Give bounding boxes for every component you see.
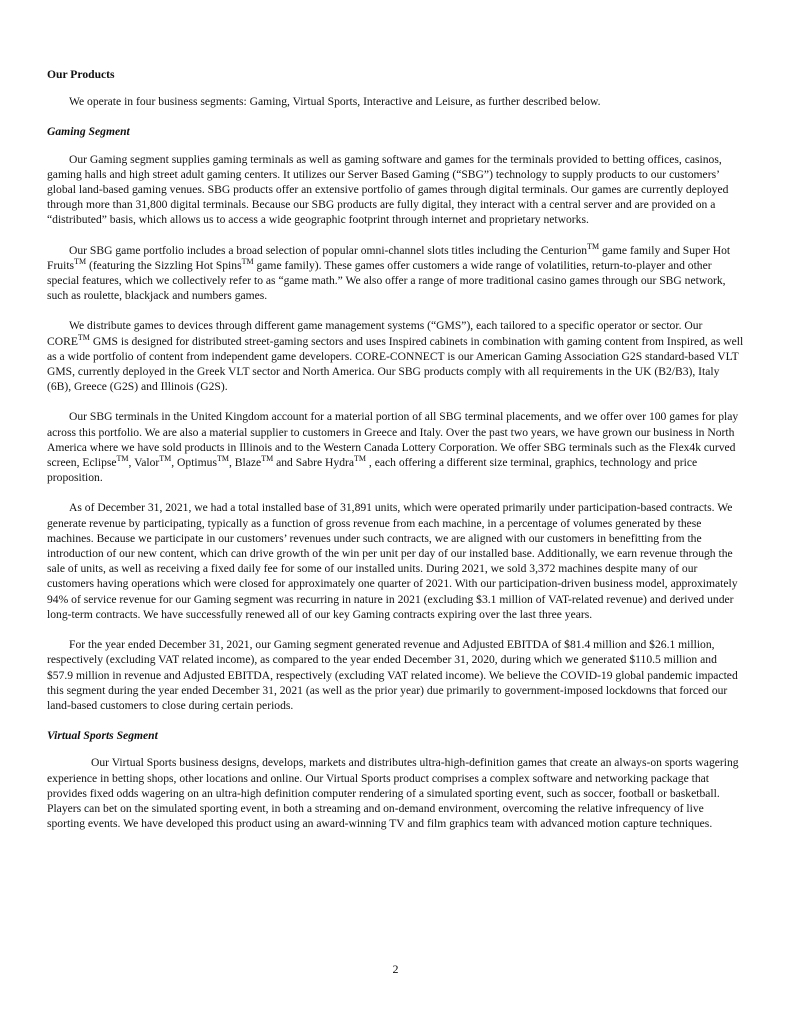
trademark-mark: TM [354, 454, 366, 464]
text-run: Our SBG terminals in the United Kingdom account for a material portion of all SBG terminal placements, and we offer over 100 games for play across this portfolio. We are also a material supplier to customers in Greece and Italy. Over the past two years, we have grown our business in North America where we have sold products in Illinois and to the Western Canada Lottery Corporation. We offer SBG terminals such as the Flex4k curved screen, Eclipse [47, 410, 739, 470]
gaming-paragraph-1: Our Gaming segment supplies gaming terminals as well as gaming software and games for the terminals provided to betting offices, casinos, gaming halls and high street adult gaming centers. It utilizes our Server Based Gaming (“SBG”) technology to supply products to our customers’ global land-based gaming venues. SBG products offer an extensive portfolio of games through digital terminals. Our games are currently deployed through more than 31,800 digital terminals. Because our SBG products are fully digital, they interact with a central server and are provided on a “distributed” basis, which allows us to access a wide geographic footprint through internet and proprietary networks. [47, 152, 729, 227]
trademark-mark: TM [587, 241, 600, 251]
text-run: We distribute games to devices through different game management systems (“GMS”), each tailored to a specific operator or sector. Our CORE [47, 319, 703, 348]
virtual-sports-paragraph-1: Our Virtual Sports business designs, develops, markets and distributes ultra-high-definition games that create an always-on sports wagering experience in betting shops, other locations and online. Our Virtual Sports product comprises a complex software and networking package that provides fixed odds wagering on an ultra-high definition computer rendering of a simulated sporting event, such as soccer, football or basketball. Players can bet on the simulated sporting event, in both a streaming and on-demand environment, overcoming the relative infrequency of live sporting events. We have developed this product using an award-winning TV and film graphics team with advanced motion capture techniques. [47, 756, 739, 831]
gaming-paragraph-3 [47, 318, 744, 394]
document-page [47, 67, 744, 846]
text-run: , each offering a different size terminal, graphics, technology and price proposition. [47, 456, 698, 485]
text-run: , Blaze [228, 456, 262, 470]
text-run: and Sabre Hydra [273, 456, 354, 470]
section-heading: Our Products [47, 68, 115, 81]
trademark-mark: TM [159, 454, 172, 464]
gaming-segment-heading: Gaming Segment [47, 125, 130, 139]
trademark-mark: TM [77, 332, 90, 342]
text-run: , Valor [128, 456, 160, 470]
text-run: Our SBG game portfolio includes a broad selection of popular omni-channel slots titles including the Centurion [69, 243, 588, 257]
intro-paragraph: We operate in four business segments: Gaming, Virtual Sports, Interactive and Leisure, as further described below. [69, 95, 601, 109]
gaming-paragraph-2 [47, 243, 744, 304]
gaming-paragraph-4 [47, 409, 744, 485]
trademark-mark: TM [116, 454, 129, 464]
page-number: 2 [392, 962, 399, 976]
gaming-paragraph-6: For the year ended December 31, 2021, our Gaming segment generated revenue and Adjusted EBITDA of $81.4 million and $26.1 million, respectively (excluding VAT related income), as compared to the year ended December 31, 2020, during which we generated $110.5 million and $57.9 million in revenue and Adjusted EBITDA, respectively (excluding VAT related income). We believe the COVID-19 global pandemic impacted this segment during the year ended December 31, 2021 (as well as the prior year) due primarily to government-imposed lockdowns that forced our land-based customers to close during certain periods. [47, 638, 738, 712]
text-run: game family). These games offer customers a wide range of volatilities, return-to-player and other special features, which we collectively refer to as “game math.” We also offer a range of more traditional casino games through our SBG network, such as roulette, blackjack and numbers games. [47, 258, 726, 303]
text-run: game family and Super Hot Fruits [47, 243, 731, 272]
text-run: (featuring the Sizzling Hot Spins [86, 258, 242, 272]
text-run: , Optimus [171, 456, 217, 470]
text-run: GMS is designed for distributed street-gaming sectors and uses Inspired cabinets in combination with gaming content from Inspired, as well as a wide portfolio of content from independent game developers. CORE-CONNECT is our American Gaming Association G2S standard-based VLT GMS, currently deployed in the Greek VLT sector and North America. Our SBG products comply with all requirements in the UK (B2/B3), Italy (6B), Greece (G2S) and Illinois (G2S). [47, 334, 744, 394]
trademark-mark: TM [241, 256, 254, 266]
gaming-paragraph-5: As of December 31, 2021, we had a total installed base of 31,891 units, which were operated primarily under participation-based contracts. We generate revenue by participating, typically as a function of gross revenue from each machine, in a percentage of volumes generated by these machines. Because we participate in our customers’ revenues under such contracts, we are aligned with our customers in benefitting from the introduction of our new content, which can drive growth of the win per unit per day of our installed base. Additionally, we earn revenue through the sale of units, as well as receiving a fixed daily fee for some of our installed units. During 2021, we sold 3,372 machines despite many of our customers having operations which were closed for approximately one quarter of 2021. With our participation-driven business model, approximately 94% of service revenue for our Gaming segment was recurring in nature in 2021 (excluding $3.1 million of VAT-related revenue) and derived under long-term contracts. We have successfully renewed all of our key Gaming contracts expiring over the last three years. [47, 501, 738, 621]
trademark-mark: TM [216, 454, 229, 464]
virtual-sports-heading: Virtual Sports Segment [47, 729, 158, 743]
trademark-mark: TM [74, 256, 87, 266]
trademark-mark: TM [261, 454, 274, 464]
